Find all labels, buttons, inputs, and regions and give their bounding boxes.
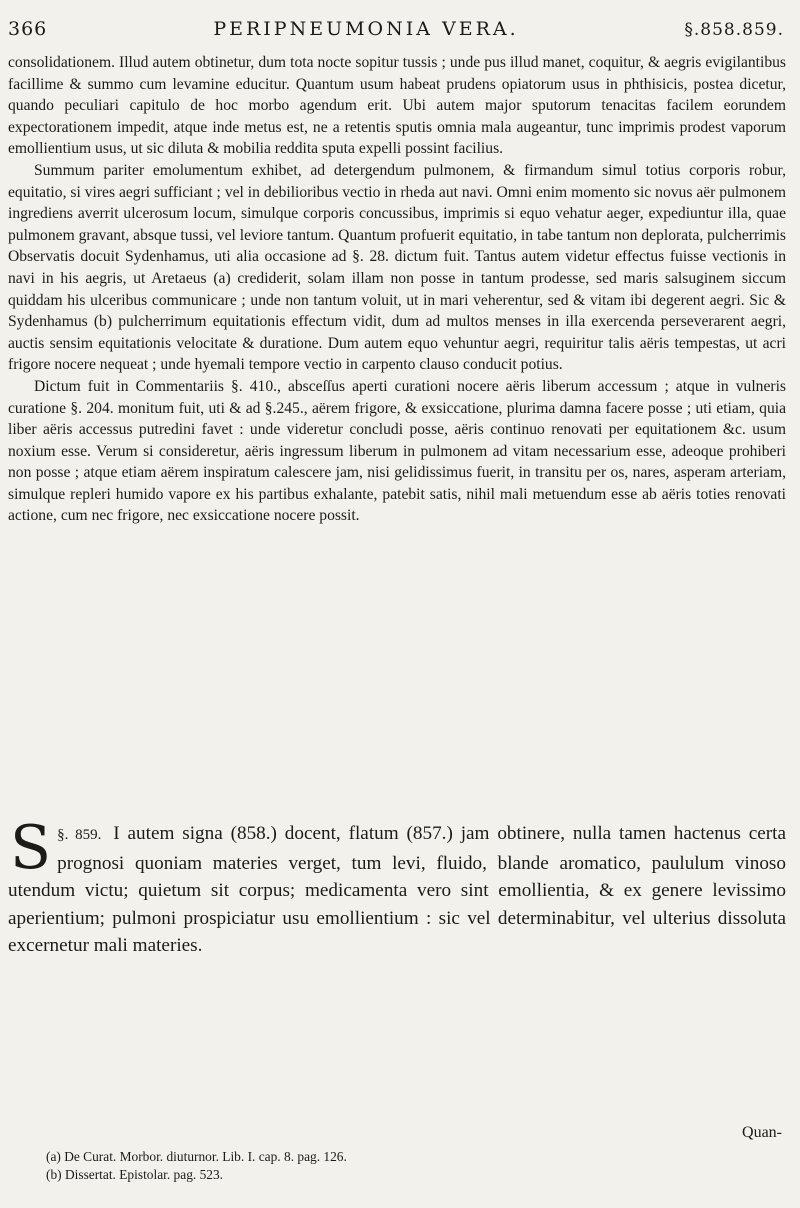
section-range: §.858.859. — [684, 20, 784, 40]
section-number: §. 859. — [57, 827, 102, 843]
page-number: 366 — [8, 18, 48, 40]
aphorism-section — [8, 813, 787, 960]
paragraph: Summum pariter emolumentum exhibet, ad detergendum pulmonem, & firmandum simul totius corporis robur, equitatio, si vires aegri sufficiant ; vel in debilioribus vectio in rheda aut navi. Omni enim momento sic novus aër pulmonem ingrediens averrit ulcerosum locum, simulque corporis concussibus, imprimis si equo vehatur aeger, expediuntur illa, quae pulmonem gravant, absque tussi, vel leviore tantum. Quantum profuerit equitatio, in tabe tantum non deplorata, pulcherrimis Observatis docuit Sydenhamus, uti alia occasione ad §. 28. dictum fuit. Tantus autem videtur effectus fuisse vectionis in navi in his aegris, ut Aretaeus (a) crediderit, solam illam non posse in tantum prodesse, sed maris salsuginem siccum quiddam his ulceribus communicare ; unde non tantum voluit, ut in mari veherentur, sed & vitam ibi degerent aegri. Sic & Sydenhamus (b) pulcherrimum equitationis effectum vidit, dum ad multos menses in illa exercenda perseverarent aegri, auctis sensim equitationis velocitate & duratione. Dum autem equo vehuntur aegri, requiritur talis aëris tempestas, ut acri frigore nocere nequeat ; unde hyemali tempore vectio in carpento clauso conducit potius. — [8, 161, 786, 374]
drop-cap: S — [10, 813, 52, 883]
paragraph: Dictum fuit in Commentariis §. 410., absceſſus aperti curationi nocere aëris liberum accessum ; atque in vulneris curatione §. 204. monitum fuit, uti & ad §.245., aërem frigore, & exsiccatione, plurima damna facere posse ; uti etiam, quia liber aëris accessus putredini favet : unde videretur concludi posse, aëris continuo renovati per equitationem &c. usum noxium esse. Verum si consideretur, aëris ingressum liberum in pulmonem ad vitam necessarium esse, adeoque prohiberi non posse ; atque etiam aërem inspiratum calescere jam, nisi gelidissimus fuerit, in transitu per os, nares, asperam arteriam, simulque repleri humido vapore ex his partibus exhalante, patebit satis, nihil mali metuendum esse ab aëris toties renovati actione, cum nec frigore, nec exsiccatione nocere possit. — [8, 377, 786, 525]
footnotes — [46, 1148, 780, 1184]
footnote: (a) De Curat. Morbor. diuturnor. Lib. I. cap. 8. pag. 126. — [46, 1149, 347, 1164]
aphorism-text: I autem signa (858.) docent, flatum (857.) jam obtinere, nulla tamen hactenus certa prognosi quoniam materies verget, tum levi, fluido, blande aromatico, paululum vinoso utendum victu; quietum sit corpus; medicamenta vero sint emollientia, & ex genere levissimo aperientium; pulmoni prospiciatur usu emollientium : sic vel determinabitur, vel ulterius dissoluta excernetur mali materies. — [8, 823, 787, 957]
paragraph: consolidationem. Illud autem obtinetur, dum tota nocte sopitur tussis ; unde pus illud manet, coquitur, & aegris evigilantibus facillime & summo cum levamine educitur. Quantum usum habeat prudens opiatorum usus in phthisicis, postea dicetur, quando peculiari capitulo de hoc morbo agendum erit. Ubi autem major sputorum tenacitas facilem eorundem expectorationem impedit, atque inde metus est, ne a retentis sputis omnia mala augeantur, tunc imprimis prodest vaporum emollientium usus, ut sic diluta & mobilia reddita sputa expelli possint facilius. — [8, 54, 786, 158]
footnote: (b) Dissertat. Epistolar. pag. 523. — [46, 1167, 224, 1182]
commentary-text — [8, 52, 786, 527]
catchword: Quan- — [742, 1124, 782, 1141]
running-header — [8, 18, 784, 46]
running-title: PERIPNEUMONIA VERA. — [213, 18, 519, 40]
